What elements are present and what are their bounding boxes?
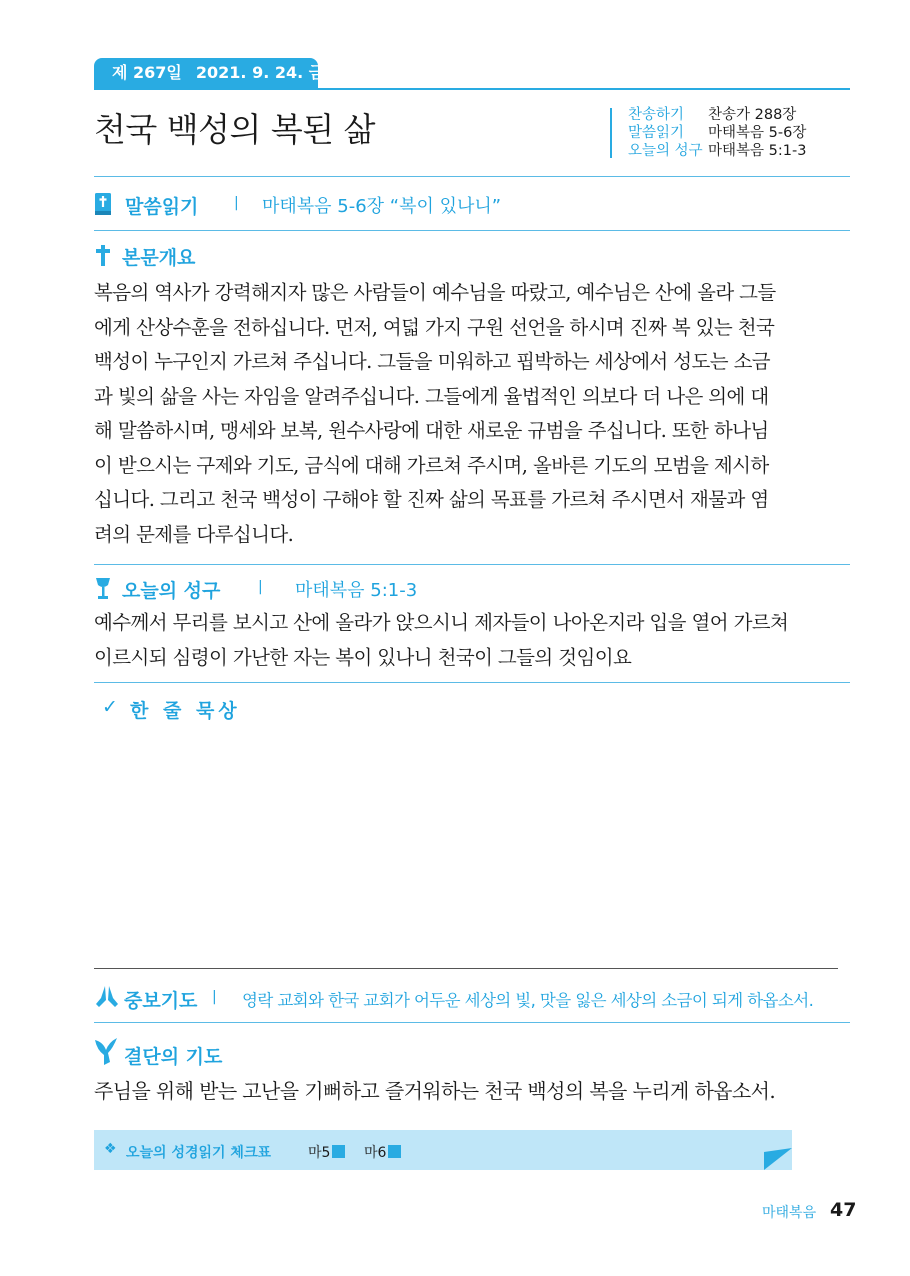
chalice-icon bbox=[94, 576, 112, 600]
summary-line: 십니다. 그리고 천국 백성이 구해야 할 진짜 삶의 목표를 가르쳐 주시면서 재물과 염 bbox=[94, 488, 769, 511]
checklist-item-mat6[interactable] bbox=[364, 1142, 401, 1162]
intercession-text: 영락 교회와 한국 교회가 어두운 세상의 빛, 맛을 잃은 세상의 소금이 되게 하옵소서. bbox=[242, 991, 814, 1010]
summary-heading: 본문개요 bbox=[122, 247, 196, 269]
divider bbox=[94, 968, 838, 969]
info-labels bbox=[628, 106, 703, 160]
checklist-bar bbox=[94, 1130, 792, 1170]
verse-label: 오늘의 성구 bbox=[628, 143, 703, 159]
footer-book: 마태복음 bbox=[762, 1205, 817, 1221]
intercession-heading: 중보기도 bbox=[124, 990, 198, 1012]
praying-hands-icon bbox=[93, 984, 121, 1008]
reading-label: 말씀읽기 bbox=[628, 125, 685, 141]
checkbox[interactable] bbox=[332, 1145, 345, 1158]
summary-line: 에게 산상수훈을 전하십니다. 먼저, 여덟 가지 구원 선언을 하시며 진짜 복 있는 천국 bbox=[94, 315, 775, 339]
check-icon: ✓ bbox=[102, 696, 118, 718]
divider bbox=[94, 564, 850, 565]
hymn-value: 찬송가 288장 bbox=[708, 107, 797, 123]
summary-body bbox=[94, 276, 776, 552]
resolution-text: 주님을 위해 받는 고난을 기뻐하고 즐거워하는 천국 백성의 복을 누리게 하옵소서. bbox=[94, 1079, 776, 1103]
summary-line: 과 빛의 삶을 사는 자임을 알려주십니다. 그들에게 율법적인 의보다 더 나은 의에 대 bbox=[94, 384, 769, 408]
intercession-separator: | bbox=[212, 989, 217, 1005]
divider bbox=[94, 1022, 850, 1023]
date: 2021. 9. 24. 금 bbox=[195, 63, 325, 82]
summary-line: 려의 문제를 다루십니다. bbox=[94, 522, 294, 546]
reading-text: 마태복음 5-6장 “복이 있나니” bbox=[262, 196, 502, 217]
verse-heading: 오늘의 성구 bbox=[122, 580, 221, 602]
meditation-heading: 한 줄 묵상 bbox=[130, 700, 241, 722]
header-rule bbox=[94, 88, 850, 90]
diamond-bullet-icon: ❖ bbox=[104, 1141, 117, 1157]
info-divider bbox=[610, 108, 612, 158]
resolution-heading: 결단의 기도 bbox=[124, 1046, 223, 1068]
info-values bbox=[708, 106, 806, 160]
summary-line: 해 말씀하시며, 맹세와 보복, 원수사랑에 대한 새로운 규범을 주십니다. 또한 하나님 bbox=[94, 419, 769, 442]
divider bbox=[94, 230, 850, 231]
day-date-tab bbox=[94, 58, 325, 88]
bible-icon bbox=[94, 192, 112, 216]
day-number: 제 267일 bbox=[112, 63, 182, 82]
meditation-writing-area[interactable] bbox=[94, 728, 850, 964]
hymn-label: 찬송하기 bbox=[628, 107, 685, 123]
checklist-label: 오늘의 성경읽기 체크표 bbox=[126, 1145, 271, 1161]
reading-heading: 말씀읽기 bbox=[125, 196, 199, 218]
page-corner-fold-icon bbox=[764, 1148, 792, 1170]
summary-line: 백성이 누구인지 가르쳐 주십니다. 그들을 미워하고 핍박하는 세상에서 성도는 소금 bbox=[94, 350, 771, 373]
divider bbox=[94, 682, 850, 683]
cross-icon bbox=[94, 243, 112, 267]
reading-value: 마태복음 5-6장 bbox=[708, 125, 807, 141]
verse-value: 마태복음 5:1-3 bbox=[708, 143, 807, 159]
summary-line: 이 받으시는 구제와 기도, 금식에 대해 가르쳐 주시며, 올바른 기도의 모범을 제시하 bbox=[94, 453, 769, 477]
summary-line: 복음의 역사가 강력해지자 많은 사람들이 예수님을 따랐고, 예수님은 산에 올라 그들 bbox=[94, 281, 776, 304]
dove-icon bbox=[93, 1036, 119, 1066]
page-number: 47 bbox=[830, 1199, 857, 1221]
verse-reference: 마태복음 5:1-3 bbox=[295, 580, 418, 601]
checklist-item-mat5[interactable] bbox=[308, 1142, 345, 1162]
divider bbox=[94, 176, 850, 177]
reading-separator: | bbox=[234, 195, 239, 211]
page-title: 천국 백성의 복된 삶 bbox=[94, 110, 375, 149]
checklist-item-label: 마5 bbox=[308, 1145, 331, 1161]
verse-body bbox=[94, 606, 788, 675]
checkbox[interactable] bbox=[388, 1145, 401, 1158]
checklist-item-label: 마6 bbox=[364, 1145, 387, 1161]
verse-separator: | bbox=[258, 579, 263, 595]
verse-line: 예수께서 무리를 보시고 산에 올라가 앉으시니 제자들이 나아온지라 입을 열어 가르쳐 bbox=[94, 611, 789, 634]
verse-line: 이르시되 심령이 가난한 자는 복이 있나니 천국이 그들의 것임이요 bbox=[94, 645, 632, 669]
